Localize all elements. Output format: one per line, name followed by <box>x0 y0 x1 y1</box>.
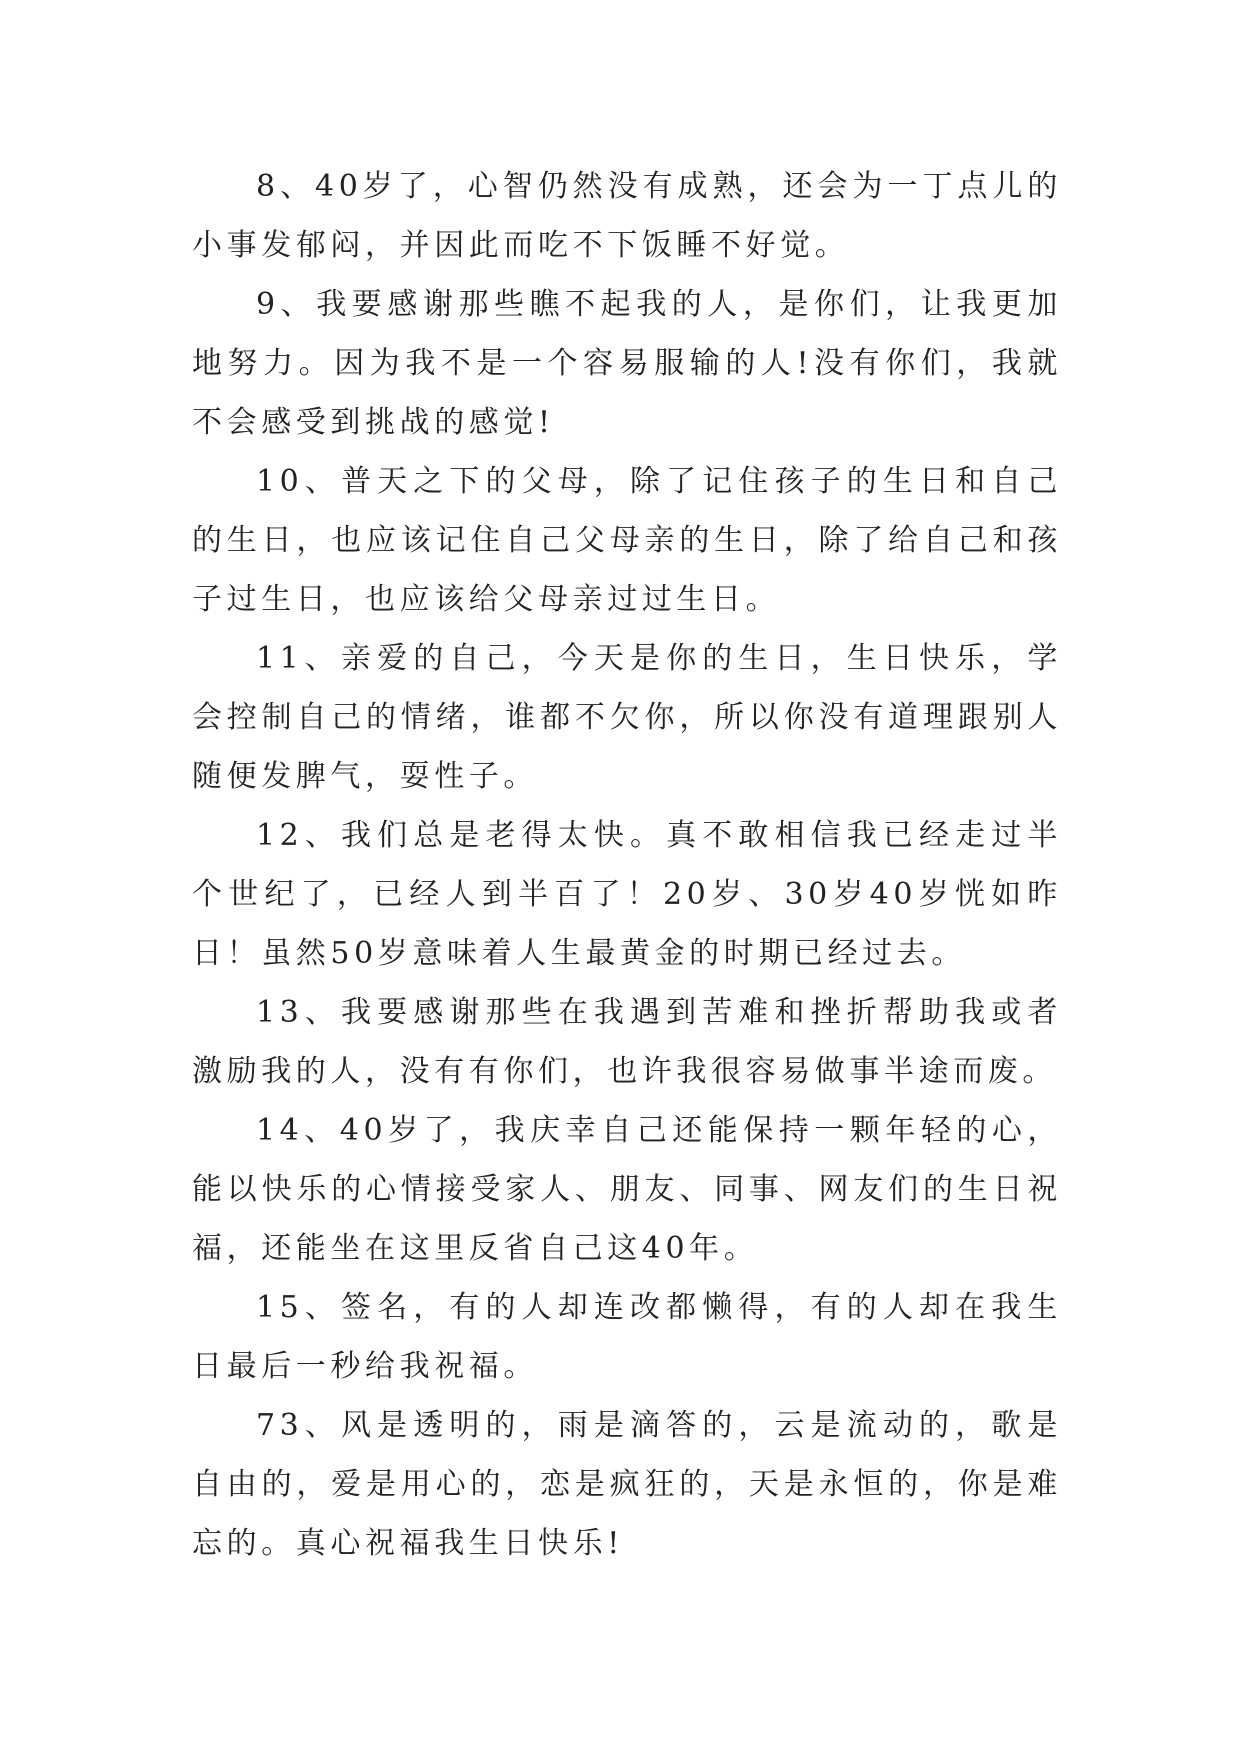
paragraph-10: 10、普天之下的父母，除了记住孩子的生日和自己的生日，也应该记住自己父母亲的生日，除了给自己和孩子过生日，也应该给父母亲过过生日。 <box>192 464 1062 617</box>
paragraph-8: 8、40岁了，心智仍然没有成熟，还会为一丁点儿的小事发郁闷，并因此而吃不下饭睡不好觉。 <box>192 169 1062 263</box>
paragraph-12: 12、我们总是老得太快。真不敢相信我已经走过半个世纪了，已经人到半百了！20岁、30岁40岁恍如昨日！虽然50岁意味着人生最黄金的时期已经过去。 <box>192 818 1062 971</box>
paragraph-11: 11、亲爱的自己，今天是你的生日，生日快乐，学会控制自己的情绪，谁都不欠你，所以你没有道理跟别人随便发脾气，耍性子。 <box>192 641 1062 794</box>
paragraph-14: 14、40岁了，我庆幸自己还能保持一颗年轻的心，能以快乐的心情接受家人、朋友、同事、网友们的生日祝福，还能坐在这里反省自己这40年。 <box>192 1113 1062 1266</box>
document-body <box>192 157 1062 1573</box>
paragraph-15: 15、签名，有的人却连改都懒得，有的人却在我生日最后一秒给我祝福。 <box>192 1290 1062 1384</box>
paragraph-9: 9、我要感谢那些瞧不起我的人，是你们，让我更加地努力。因为我不是一个容易服输的人!没有你们，我就不会感受到挑战的感觉! <box>192 287 1062 440</box>
paragraph-13: 13、我要感谢那些在我遇到苦难和挫折帮助我或者激励我的人，没有有你们，也许我很容易做事半途而废。 <box>192 995 1062 1089</box>
paragraph-73: 73、风是透明的，雨是滴答的，云是流动的，歌是自由的，爱是用心的，恋是疯狂的，天是永恒的，你是难忘的。真心祝福我生日快乐! <box>192 1408 1062 1561</box>
